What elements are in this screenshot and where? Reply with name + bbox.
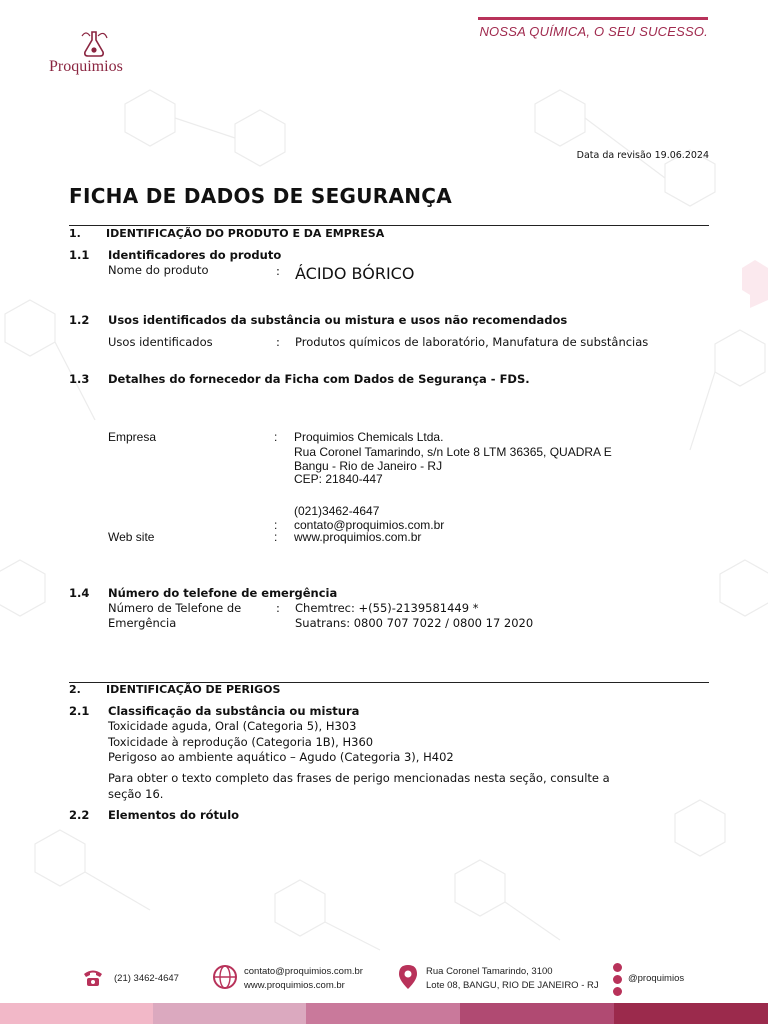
company-logo-text: Proquimios <box>49 58 123 75</box>
social-icons <box>613 963 623 996</box>
footer-color-band <box>306 1003 460 1024</box>
flask-logo-icon <box>78 28 110 58</box>
colon: : <box>276 601 280 615</box>
footer-color-band <box>153 1003 306 1024</box>
section-1-heading: IDENTIFICAÇÃO DO PRODUTO E DA EMPRESA <box>106 227 385 240</box>
company-address-line: Rua Coronel Tamarindo, s/n Lote 8 LTM 36365, QUADRA E <box>294 445 612 459</box>
identified-uses-label: Usos identificados <box>108 335 213 349</box>
section-2-heading: IDENTIFICAÇÃO DE PERIGOS <box>106 683 281 696</box>
tagline: NOSSA QUÍMICA, O SEU SUCESSO. <box>479 24 708 39</box>
hazard-classification: Toxicidade à reprodução (Categoria 1B), H360 <box>108 735 374 749</box>
product-name-label: Nome do produto <box>108 263 209 277</box>
subsection-2-2-heading: Elementos do rótulo <box>108 808 240 822</box>
subsection-1-4-number: 1.4 <box>69 586 90 600</box>
subsection-1-2-number: 1.2 <box>69 313 90 327</box>
colon: : <box>274 518 278 532</box>
facebook-icon[interactable] <box>613 975 622 984</box>
hazard-classification: Toxicidade aguda, Oral (Categoria 5), H303 <box>108 719 357 733</box>
hazard-note: seção 16. <box>108 787 164 801</box>
emergency-phone-label: Número de Telefone de <box>108 601 242 615</box>
footer-phone: (21) 3462-4647 <box>114 973 179 984</box>
phone-icon <box>82 966 104 988</box>
header-accent-line <box>478 17 708 20</box>
footer-color-band <box>0 1003 153 1024</box>
identified-uses-value: Produtos químicos de laboratório, Manufatura de substâncias <box>295 335 649 349</box>
section-2-number: 2. <box>69 683 81 696</box>
subsection-1-2-heading: Usos identificados da substância ou mistura e usos não recomendados <box>108 313 568 327</box>
company-email[interactable]: contato@proquimios.com.br <box>294 518 445 532</box>
subsection-1-1-number: 1.1 <box>69 248 90 262</box>
footer-address-line: Lote 08, BANGU, RIO DE JANEIRO - RJ <box>426 980 599 991</box>
hazard-classification: Perigoso ao ambiente aquático – Agudo (Categoria 3), H402 <box>108 750 454 764</box>
footer-email[interactable]: contato@proquimios.com.br <box>244 966 363 977</box>
hazard-note: Para obter o texto completo das frases de perigo mencionadas nesta seção, consulte a <box>108 771 610 785</box>
subsection-1-3-heading: Detalhes do fornecedor da Ficha com Dados de Segurança - FDS. <box>108 372 530 386</box>
footer-address-line: Rua Coronel Tamarindo, 3100 <box>426 966 553 977</box>
company-postal-code: CEP: 21840-447 <box>294 472 383 486</box>
instagram-icon[interactable] <box>613 963 622 972</box>
emergency-phone-suatrans: Suatrans: 0800 707 7022 / 0800 17 2020 <box>295 616 534 630</box>
document-title: FICHA DE DADOS DE SEGURANÇA <box>69 184 453 208</box>
revision-date: Data da revisão 19.06.2024 <box>576 150 709 161</box>
footer-color-band <box>614 1003 768 1024</box>
section-1-number: 1. <box>69 227 81 240</box>
email-globe-icon <box>212 964 238 990</box>
subsection-2-1-heading: Classificação da substância ou mistura <box>108 704 360 718</box>
subsection-1-1-heading: Identificadores do produto <box>108 248 282 262</box>
emergency-phone-label: Emergência <box>108 616 177 630</box>
colon: : <box>274 530 278 544</box>
colon: : <box>276 335 280 349</box>
company-label: Empresa <box>108 430 157 444</box>
product-name-value: ÁCIDO BÓRICO <box>295 264 415 283</box>
title-divider <box>69 225 709 226</box>
footer-website[interactable]: www.proquimios.com.br <box>244 980 345 991</box>
footer-social-handle[interactable]: @proquimios <box>628 973 685 984</box>
subsection-2-1-number: 2.1 <box>69 704 90 718</box>
subsection-1-4-heading: Número do telefone de emergência <box>108 586 338 600</box>
company-phone: (021)3462-4647 <box>294 504 380 518</box>
colon: : <box>276 264 280 278</box>
subsection-1-3-number: 1.3 <box>69 372 90 386</box>
company-website-link[interactable]: www.proquimios.com.br <box>294 530 422 544</box>
emergency-phone-chemtrec: Chemtrec: +(55)-2139581449 * <box>295 601 479 615</box>
colon: : <box>274 430 278 444</box>
footer-color-band <box>460 1003 614 1024</box>
location-pin-icon <box>398 964 418 990</box>
company-address-line: Bangu - Rio de Janeiro - RJ <box>294 459 443 473</box>
website-label: Web site <box>108 530 155 544</box>
youtube-icon[interactable] <box>613 987 622 996</box>
company-name: Proquimios Chemicals Ltda. <box>294 430 444 444</box>
subsection-2-2-number: 2.2 <box>69 808 90 822</box>
